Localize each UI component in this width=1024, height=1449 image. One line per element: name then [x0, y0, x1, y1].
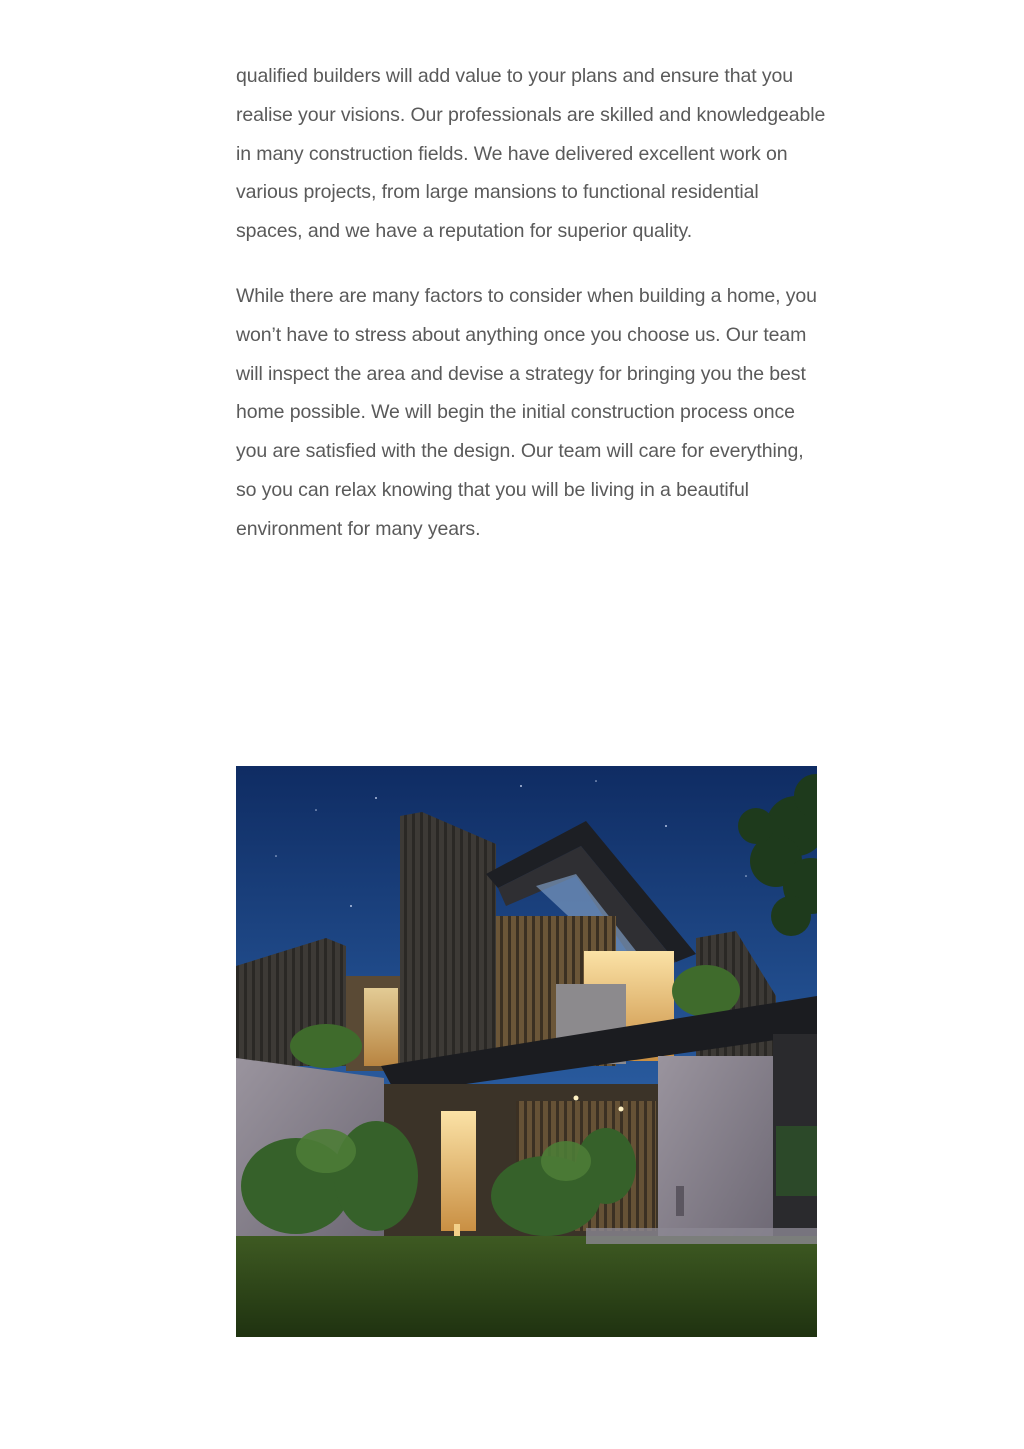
garden-lamp [454, 1224, 460, 1236]
paving [586, 1228, 817, 1244]
paragraph-builders-quality: qualified builders will add value to your plans and ensure that you realise your visions. Our professionals are skilled and knowledgeable in many construction fields. We have delivered excellent work on various projects, from large mansions to functional residential spaces, and we have a reputation for superior quality. [236, 65, 826, 243]
ground-floor-window [441, 1111, 476, 1231]
article-body [236, 57, 826, 575]
central-timber-tower [400, 812, 496, 1066]
lawn [236, 1236, 817, 1337]
modern-house-illustration [236, 766, 817, 1337]
house-photo [236, 766, 817, 1337]
paragraph-building-process: While there are many factors to consider when building a home, you won’t have to stress about anything once you choose us. Our team will inspect the area and devise a strategy for bringing you the best home possible. We will begin the initial construction process once you are satisfied with the design. Our team will care for everything, so you can relax knowing that you will be living in a beautiful environment for many years. [236, 284, 817, 540]
